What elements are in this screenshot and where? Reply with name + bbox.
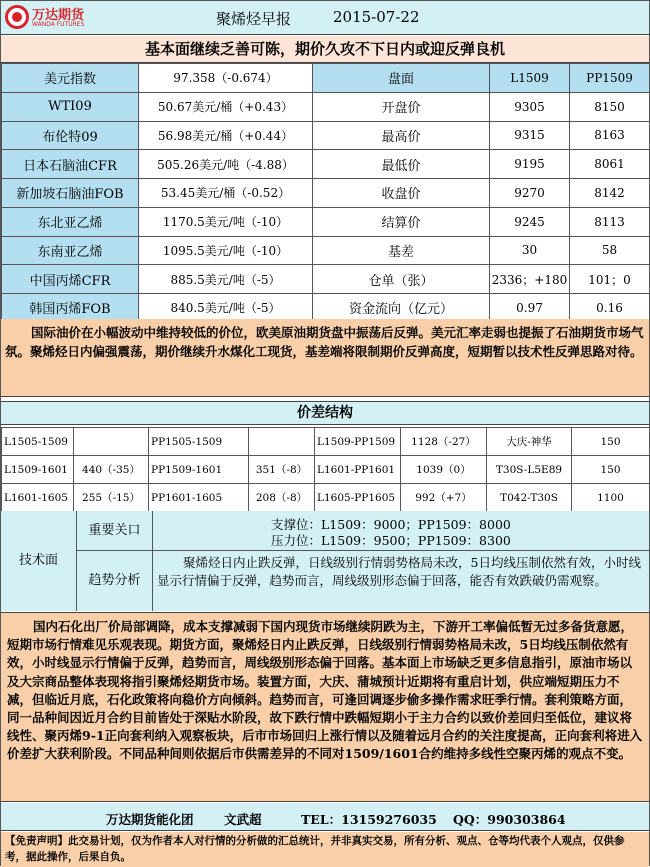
quote-l1509: 9305 <box>490 92 570 121</box>
headline: 基本面继续乏善可陈，期价久攻不下日内或迎反弹良机 <box>1 36 649 63</box>
quote-pp1509: 0.16 <box>570 294 650 323</box>
quote-label: 开盘价 <box>313 92 490 121</box>
resistance-level: 压力位：L1509：9500；PP1509：8300 <box>271 533 511 548</box>
quote-l1509: 9315 <box>490 121 570 150</box>
spread-row <box>2 484 650 512</box>
spread-other-name: T30S-L5E89 <box>487 456 572 484</box>
footer-tel: TEL：13159276035 <box>301 812 437 827</box>
basis-row <box>2 64 650 93</box>
basis-table <box>1 63 650 323</box>
logo-text-cn: 万达期货 <box>32 8 85 23</box>
indicator-value: 56.98美元/桶（+0.44） <box>139 121 313 150</box>
quote-label: 最高价 <box>313 121 490 150</box>
spread-l-name: L1505-1509 <box>2 428 74 456</box>
quote-l1509: 30 <box>490 236 570 265</box>
quote-label: 仓单（张） <box>313 265 490 294</box>
spread-pp-name: PP1505-1509 <box>149 428 249 456</box>
quote-pp1509: PP1509 <box>570 64 650 93</box>
quote-pp1509: 8150 <box>570 92 650 121</box>
indicator-name: 东北亚乙烯 <box>2 207 139 236</box>
quote-pp1509: 8113 <box>570 207 650 236</box>
basis-row <box>2 294 650 323</box>
indicator-value: 1170.5美元/吨（-10） <box>139 207 313 236</box>
spread-other-value: 1100 <box>572 484 650 512</box>
technical-section <box>1 511 649 611</box>
indicator-value: 97.358（-0.674） <box>139 64 313 93</box>
spread-pp-value: 351（-8） <box>249 456 315 484</box>
quote-label: 盘面 <box>313 64 490 93</box>
spread-other-name: T042-T30S <box>487 484 572 512</box>
spread-table <box>1 427 650 512</box>
quote-l1509: 9195 <box>490 150 570 179</box>
footer-author: 文武超 <box>224 812 262 827</box>
spread-pp-value <box>249 428 315 456</box>
trend-row <box>77 551 649 611</box>
trend-text: 聚烯烃日内止跌反弹，日线级别行情弱势格局未改，5日均线压制依然有效，小时线显示行情偏于反弹，趋势而言，周线级别形态偏于回落，能否有效跌破仍需观察。 <box>157 555 641 588</box>
report-header <box>1 1 649 35</box>
spread-l-value: 440（-35） <box>74 456 149 484</box>
spread-lpp-name: L1601-PP1601 <box>315 456 401 484</box>
quote-pp1509: 101；0 <box>570 265 650 294</box>
quote-label: 结算价 <box>313 207 490 236</box>
spread-lpp-name: L1509-PP1509 <box>315 428 401 456</box>
indicator-name: 美元指数 <box>2 64 139 93</box>
quote-l1509: L1509 <box>490 64 570 93</box>
footer-team: 万达期货能化团 <box>106 812 194 827</box>
footer <box>1 803 649 831</box>
spread-l-value: 255（-15） <box>74 484 149 512</box>
spread-other-name: 大庆-神华 <box>487 428 572 456</box>
indicator-name: 东南亚乙烯 <box>2 236 139 265</box>
quote-label: 资金流向（亿元） <box>313 294 490 323</box>
basis-row <box>2 121 650 150</box>
basis-row <box>2 92 650 121</box>
spread-pp-name: PP1509-1601 <box>149 456 249 484</box>
report-body: 国内石化出厂价局部调降，成本支撑减弱下国内现货市场继续阴跌为主，下游开工率偏低暂无过多备货意愿，短期市场行情难见乐观表现。期货方面，聚烯烃日内止跌反弹，日线级别行情弱势格局未改，5日均线压制依然有效，小时线显示行情偏于反弹，趋势而言，周线级别形态偏于回落。基本面上市场缺乏更多信息指引，原油市场以及大宗商品整体表现将指引聚烯烃期货市场。装置方面，大庆、蒲城预计近期将有重启计划，供应端短期压力不减，但临近月底，石化政策将向稳价方向倾斜。趋势而言，可逢回调逐步偷多操作需求旺季行情。套利策略方面，同一品种间因近月合约目前皆处于深贴水阶段，故下跌行情中跌幅短期小于主力合约以致价差回归至低位，建议将线性、聚丙烯9-1正向套利纳入观察板块，后市市场回归上涨行情以及随着远月合约的关注度提高，正向套利将进入价差扩大获利阶段。不同品种间则依据后市供需差异的不同对1509/1601合约维持多线性空聚丙烯的观点不变。 <box>1 612 649 802</box>
key-level-row <box>77 511 649 551</box>
quote-pp1509: 8142 <box>570 179 650 208</box>
basis-row <box>2 265 650 294</box>
quote-pp1509: 8163 <box>570 121 650 150</box>
quote-l1509: 9270 <box>490 179 570 208</box>
quote-pp1509: 8061 <box>570 150 650 179</box>
spread-lpp-value: 992（+7） <box>401 484 487 512</box>
company-logo <box>5 4 95 31</box>
indicator-value: 840.5美元/吨（-5） <box>139 294 313 323</box>
key-level-label: 重要关口 <box>77 511 153 550</box>
spread-lpp-name: L1605-PP1605 <box>315 484 401 512</box>
spread-other-value: 150 <box>572 456 650 484</box>
spread-other-value: 150 <box>572 428 650 456</box>
indicator-value: 50.67美元/桶（+0.43） <box>139 92 313 121</box>
market-analysis: 国际油价在小幅波动中维持较低的价位，欧美原油期货盘中振荡后反弹。美元汇率走弱也提振了石油期货市场气氛。聚烯烃日内偏强震荡，期价继续升水煤化工现货，基差端将限制期价反弹高度，短期暂以技术性反弹思路对待。 <box>1 319 649 397</box>
quote-l1509: 9245 <box>490 207 570 236</box>
indicator-name: 布伦特09 <box>2 121 139 150</box>
basis-row <box>2 236 650 265</box>
quote-pp1509: 58 <box>570 236 650 265</box>
indicator-name: 日本石脑油CFR <box>2 150 139 179</box>
indicator-name: WTI09 <box>2 92 139 121</box>
spread-section-title: 价差结构 <box>1 401 649 425</box>
spread-l-name: L1601-1605 <box>2 484 74 512</box>
report-title: 聚烯烃早报 <box>216 10 292 28</box>
logo-text-en: WANDA FUTURES <box>32 21 85 28</box>
support-level: 支撑位：L1509：9000；PP1509：8000 <box>271 517 511 532</box>
disclaimer: 【免责声明】此交易计划，仅为作者本人对行情的分析做的汇总统计，并非真实交易，所有分析、观点、仓等均代表个人观点，仅供参考，据此操作，后果自负。 <box>1 832 649 867</box>
spread-l-name: L1509-1601 <box>2 456 74 484</box>
indicator-name: 中国丙烯CFR <box>2 265 139 294</box>
spread-lpp-value: 1128（-27） <box>401 428 487 456</box>
quote-label: 收盘价 <box>313 179 490 208</box>
spread-l-value <box>74 428 149 456</box>
quote-label: 基差 <box>313 236 490 265</box>
report-date: 2015-07-22 <box>333 8 420 26</box>
basis-row <box>2 150 650 179</box>
trend-label: 趋势分析 <box>77 551 153 611</box>
quote-l1509: 0.97 <box>490 294 570 323</box>
indicator-value: 53.45美元/桶（-0.52） <box>139 179 313 208</box>
spread-pp-name: PP1601-1605 <box>149 484 249 512</box>
wanda-logo-icon <box>5 5 29 29</box>
indicator-value: 885.5美元/吨（-5） <box>139 265 313 294</box>
spread-pp-value: 208（-8） <box>249 484 315 512</box>
indicator-name: 韩国丙烯FOB <box>2 294 139 323</box>
spread-lpp-value: 1039（0） <box>401 456 487 484</box>
quote-label: 最低价 <box>313 150 490 179</box>
basis-row <box>2 207 650 236</box>
footer-qq: QQ：990303864 <box>453 812 566 827</box>
indicator-value: 1095.5美元/吨（-10） <box>139 236 313 265</box>
quote-l1509: 2336；+180 <box>490 265 570 294</box>
technical-title: 技术面 <box>1 511 77 611</box>
indicator-name: 新加坡石脑油FOB <box>2 179 139 208</box>
spread-row <box>2 456 650 484</box>
basis-row <box>2 179 650 208</box>
spread-row <box>2 428 650 456</box>
indicator-value: 505.26美元/吨（-4.88） <box>139 150 313 179</box>
